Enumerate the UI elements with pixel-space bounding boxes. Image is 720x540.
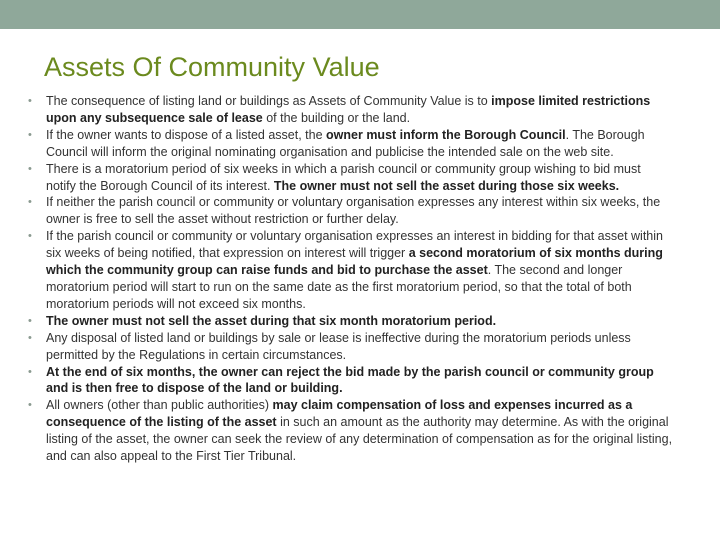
bullet-text: If neither the parish council or community or voluntary organisation expresses any interest within six weeks, the owner is free to sell the asset without restriction or further delay. [46, 195, 661, 227]
bullet-text-bold: The owner must not sell the asset during that six month moratorium period. [46, 313, 497, 328]
bullet-text: . The Borough Council will inform the original nominating organisation and publicise the intended sale on the web site. [46, 127, 645, 159]
bullet-text-bold: owner must inform the Borough Council [326, 127, 566, 142]
bullet-item [28, 330, 673, 364]
bullet-text: If the parish council or community or voluntary organisation expresses an interest in bidding for that asset within six weeks of being notified, that expression on interest will trigger [46, 229, 663, 261]
bullet-text: There is a moratorium period of six weeks in which a parish council or community group wishing to bid must notify the Borough Council of its interest. [46, 161, 641, 193]
slide-title: Assets Of Community Value [44, 52, 380, 82]
bullet-text-bold: may claim compensation of loss and expenses incurred as a consequence of the listing of the asset [46, 398, 633, 430]
bullet-item [28, 364, 673, 398]
bullet-text-bold: At the end of six months, the owner can reject the bid made by the parish council or community group and is then free to dispose of the land or building. [46, 364, 654, 396]
bullet-item [28, 397, 673, 465]
bullet-list [28, 93, 673, 465]
bullet-text: All owners (other than public authorities) [46, 398, 273, 413]
bullet-item [28, 228, 673, 313]
bullet-text: If the owner wants to dispose of a listed asset, the [46, 127, 327, 142]
top-banner [0, 0, 720, 29]
bullet-text: . The second and longer moratorium period will start to run on the same date as the first moratorium period, so that the total of both moratorium periods will not exceed six months. [46, 263, 632, 311]
bullet-item [28, 127, 673, 161]
bullet-text-bold: a second moratorium of six months during which the community group can raise funds and bid to purchase the asset [46, 246, 663, 278]
bullet-item [28, 313, 673, 330]
bullet-text-bold: impose limited restrictions upon any subsequence sale of lease [46, 94, 651, 125]
bullet-item [28, 161, 673, 195]
bullet-text: of the building or the land. [262, 110, 411, 125]
bullet-text-bold: The owner must not sell the asset during those six weeks. [273, 178, 620, 193]
bullet-text: Any disposal of listed land or buildings by sale or lease is ineffective during the moratorium periods unless permitted by the Regulations in certain circumstances. [46, 330, 631, 362]
bullet-item [28, 93, 673, 127]
bullet-item [28, 194, 673, 228]
bullet-text: The consequence of listing land or buildings as Assets of Community Value is to [46, 94, 492, 108]
bullet-text: in such an amount as the authority may determine. As with the original listing of the asset, the owner can seek the review of any determination of compensation as for the original listing, and can also appeal to the First Tier Tribunal. [46, 415, 673, 464]
